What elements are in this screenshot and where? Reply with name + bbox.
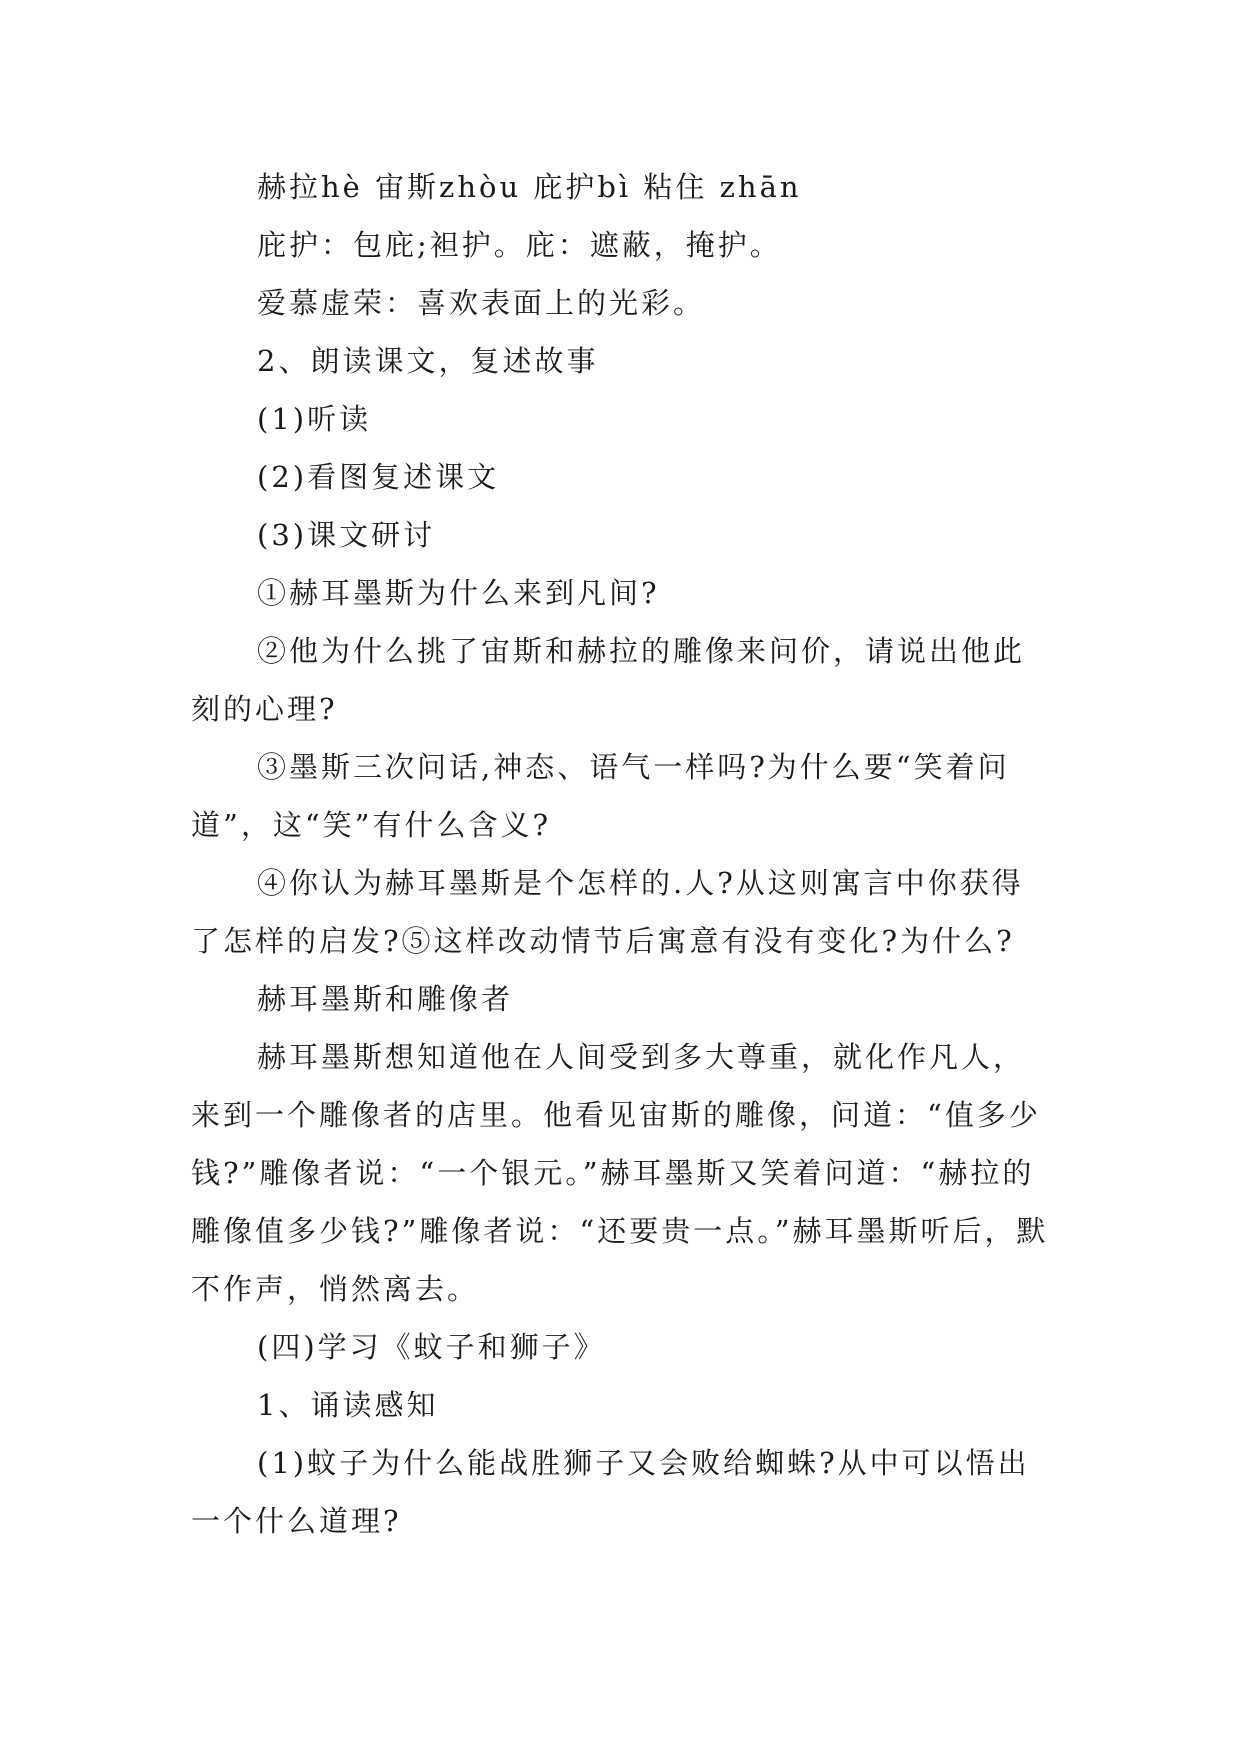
- definition-line: 庇护：包庇;袒护。庇：遮蔽，掩护。: [257, 228, 782, 262]
- question-item: ①赫耳墨斯为什么来到凡间?: [257, 576, 660, 610]
- subsection-heading: 1、诵读感知: [257, 1388, 439, 1422]
- question-item: ④你认为赫耳墨斯是个怎样的.人?从这则寓言中你获得了怎样的启发?⑤这样改动情节后寓意有没有变化?为什么?: [191, 866, 1024, 958]
- story-title: 赫耳墨斯和雕像者: [257, 982, 514, 1016]
- section-heading: 2、朗读课文，复述故事: [257, 344, 599, 378]
- list-item: (1)听读: [257, 402, 372, 436]
- body-text: [191, 158, 1053, 1550]
- section-heading: (四)学习《蚊子和狮子》: [257, 1330, 606, 1364]
- question-item: ③墨斯三次问话,神态、语气一样吗?为什么要“笑着问道”，这“笑”有什么含义?: [191, 750, 1010, 842]
- list-item: (2)看图复述课文: [257, 460, 500, 494]
- story-text: 赫耳墨斯想知道他在人间受到多大尊重，就化作凡人，来到一个雕像者的店里。他看见宙斯的雕像，问道：“值多少钱?”雕像者说：“一个银元。”赫耳墨斯又笑着问道：“赫拉的雕像值多少钱?”雕像者说：“还要贵一点。”赫耳墨斯听后，默不作声，悄然离去。: [191, 1040, 1049, 1306]
- definition-line: 爱慕虚荣：喜欢表面上的光彩。: [257, 286, 706, 320]
- list-item: (3)课文研讨: [257, 518, 436, 552]
- question-item: ②他为什么挑了宙斯和赫拉的雕像来问价，请说出他此刻的心理?: [191, 634, 1026, 726]
- question-item: (1)蚊子为什么能战胜狮子又会败给蜘蛛?从中可以悟出一个什么道理?: [191, 1446, 1030, 1538]
- pinyin-line: 赫拉hè 宙斯zhòu 庇护bì 粘住 zhān: [257, 170, 802, 204]
